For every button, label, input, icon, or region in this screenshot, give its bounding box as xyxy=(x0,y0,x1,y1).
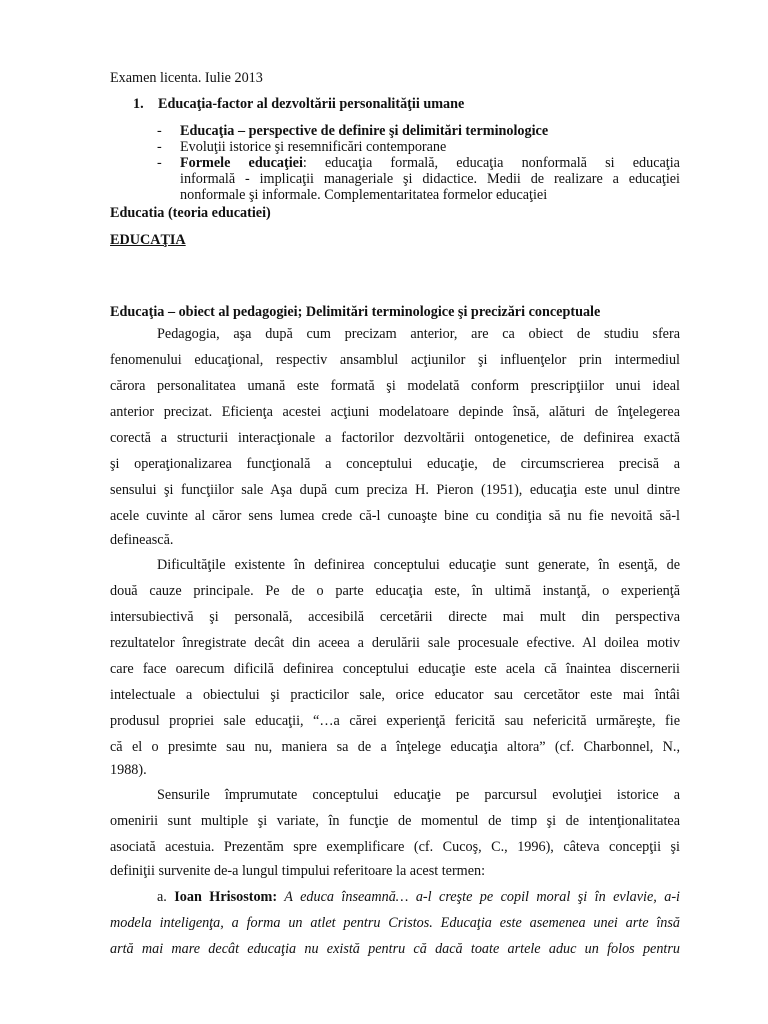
paragraph-line: definească. xyxy=(110,532,174,548)
paragraph-line: definiţii survenite de-a lungul timpului referitoare la acest termen: xyxy=(110,863,486,879)
bullet-item: Formele educaţiei: educaţia formală, educaţia nonformală si educaţia xyxy=(180,155,680,171)
bullet-continuation: nonformale şi informale. Complementaritatea formelor educaţiei xyxy=(180,187,548,203)
bullet-dash: - xyxy=(157,155,162,171)
section-title: Educaţia-factor al dezvoltării personalităţii umane xyxy=(158,96,465,112)
quote-line: artă mai mare decât educaţia nu există pentru că dacă toate artele aduc un folos pentru xyxy=(110,941,680,957)
paragraph-line: că el o presimte sau nu, maniera sa de a înţelege educaţia altora” (cf. Charbonnel, N., xyxy=(110,739,680,755)
paragraph-line: omenirii sunt multiple şi variate, în funcţie de momentul de timp şi de intenţionalitatea xyxy=(110,813,680,829)
paragraph-line: Dificultăţile existente în definirea conceptului educaţie sunt generate, în esenţă, de xyxy=(157,557,680,573)
bullet-continuation: informală - implicaţii manageriale şi didactice. Medii de realizare a educaţiei xyxy=(180,171,680,187)
quote-line: modela inteligenţa, a forma un atlet pentru Cristos. Educaţia este asemenea unei arte însă xyxy=(110,915,680,931)
paragraph-line: şi operaţionalizarea funcţională a conceptului educaţie, de circumscrierea precisă a xyxy=(110,456,680,472)
section-heading: Educaţia – obiect al pedagogiei; Delimitări terminologice şi precizări conceptuale xyxy=(110,304,601,320)
paragraph-line: fenomenului educaţional, respectiv ansamblul acţiunilor şi influenţelor prin intermediul xyxy=(110,352,680,368)
bullet-item: Educaţia – perspective de definire şi delimitări terminologice xyxy=(180,123,549,139)
bullet-dash: - xyxy=(157,123,162,139)
quote-line: a. Ioan Hrisostom: A educa înseamnă… a-l creşte pe copil moral şi în evlavie, a-i xyxy=(157,889,680,905)
paragraph-line: rezultatelor înregistrate decât din aceea a derulării sale procesuale efective. Al doilea motiv xyxy=(110,635,680,651)
paragraph-line: două cauze principale. Pe de o parte educaţia este, în ultimă instanţă, o experienţă xyxy=(110,583,680,599)
paragraph-line: Sensurile împrumutate conceptului educaţie pe parcursul evoluţiei istorice a xyxy=(157,787,680,803)
exam-header: Examen licenta. Iulie 2013 xyxy=(110,70,263,86)
paragraph-line: care face oarecum dificilă definirea conceptului educaţie este acela că înaintea discernerii xyxy=(110,661,680,677)
paragraph-line: intersubiectivă şi personală, accesibilă cercetării directe mai mult din perspectiva xyxy=(110,609,680,625)
paragraph-line: sensului şi funcţiilor sale Aşa după cum preciza H. Pieron (1951), educaţia este unul dintre xyxy=(110,482,680,498)
paragraph-line: acele cuvinte al căror sens lumea crede că-l cunoaşte bine cu condiţia să nu fie nevoită să-l xyxy=(110,508,680,524)
paragraph-line: 1988). xyxy=(110,762,147,778)
paragraph-line: asociată acestuia. Prezentăm spre exemplificare (cf. Cucoş, C., 1996), câteva concepţii şi xyxy=(110,839,680,855)
paragraph-line: cărora personalitatea umană este formată şi modelată conform prescripţiilor unui ideal xyxy=(110,378,680,394)
section-number: 1. xyxy=(133,96,144,112)
paragraph-line: corectă a structurii interacţionale a factorilor dezvoltării ontogenetice, de definirea exactă xyxy=(110,430,680,446)
paragraph-line: intelectuale a obiectului şi practicilor sale, orice educator sau cercetător este mai întâi xyxy=(110,687,680,703)
paragraph-line: anterior precizat. Eficienţa acestei acţiuni modelatoare depinde însă, alături de înţelegerea xyxy=(110,404,680,420)
paragraph-line: produsul propriei sale educaţii, “…a cărei experienţă fericită sau nefericită urmăreşte, fie xyxy=(110,713,680,729)
main-heading: EDUCAŢIA xyxy=(110,232,186,248)
subtitle: Educatia (teoria educatiei) xyxy=(110,205,271,221)
paragraph-line: Pedagogia, aşa după cum precizam anterior, are ca obiect de studiu sfera xyxy=(157,326,680,342)
bullet-dash: - xyxy=(157,139,162,155)
bullet-item: Evoluţii istorice şi resemnificări contemporane xyxy=(180,139,447,155)
